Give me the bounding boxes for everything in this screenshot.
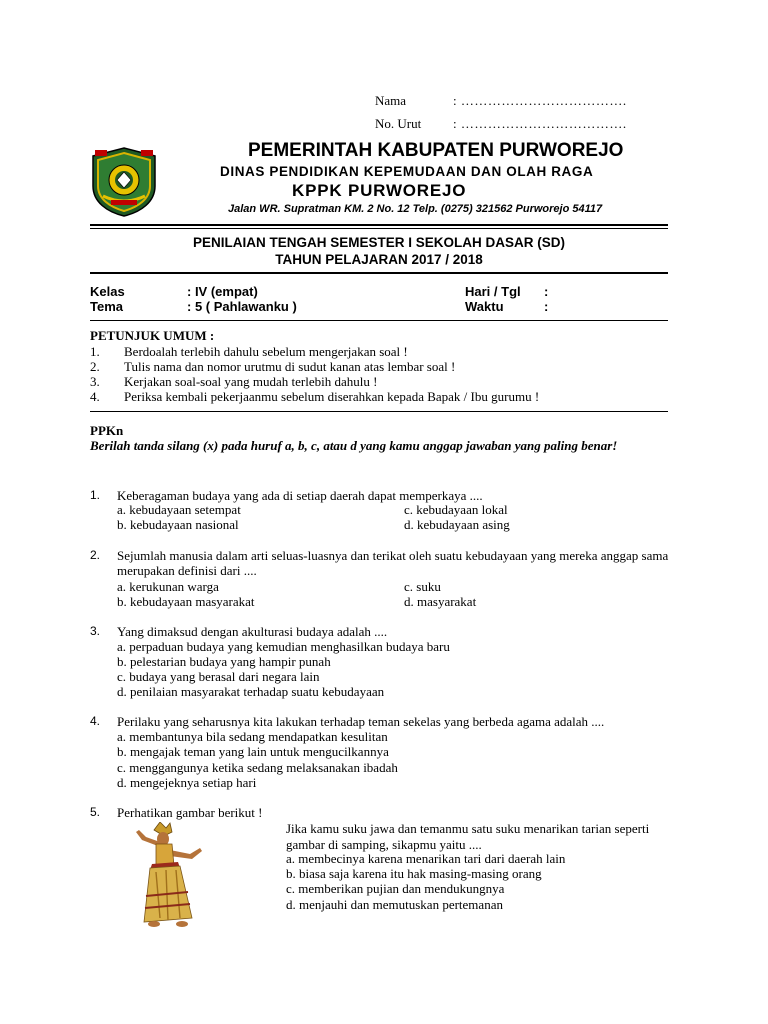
office-title: KPPK PURWOREJO [292, 181, 467, 200]
question-text: Sejumlah manusia dalam arti seluas-luasnya dan terikat oleh suatu kebudayaan yang mereka anggap sama merupakan definisi dari .... [117, 548, 669, 578]
day-value: : [544, 284, 549, 299]
meta-divider [90, 320, 668, 321]
title-divider [90, 272, 668, 274]
exam-year: TAHUN PELAJARAN 2017 / 2018 [275, 252, 483, 267]
regency-crest-icon [89, 146, 159, 218]
time-value: : [544, 299, 549, 314]
office-address: Jalan WR. Supratman KM. 2 No. 12 Telp. (0275) 321562 Purworejo 54117 [228, 203, 603, 215]
government-title: PEMERINTAH KABUPATEN PURWOREJO [248, 140, 624, 161]
option-b[interactable]: b. biasa saja karena itu hak masing-masing orang [286, 866, 542, 881]
option-d[interactable]: d. mengejeknya setiap hari [117, 775, 257, 790]
instruction-text: Berdoalah terlebih dahulu sebelum mengerjakan soal ! [124, 344, 408, 359]
question-text: Yang dimaksud dengan akulturasi budaya adalah .... [117, 624, 388, 639]
question-number: 4. [90, 714, 101, 728]
option-b[interactable]: b. pelestarian budaya yang hampir punah [117, 654, 331, 669]
traditional-dancer-image [130, 822, 208, 928]
name-label: Nama [375, 93, 407, 108]
department-title: DINAS PENDIDIKAN KEPEMUDAAN DAN OLAH RAGA [220, 164, 594, 179]
instruction-item [90, 344, 408, 360]
option-d[interactable]: d. menjauhi dan memutuskan pertemanan [286, 897, 503, 912]
option-c[interactable]: c. kebudayaan lokal [404, 502, 508, 517]
option-d[interactable]: d. masyarakat [404, 594, 477, 609]
name-field[interactable]: : ………………………………. [453, 93, 627, 108]
option-c[interactable]: c. memberikan pujian dan mendukungnya [286, 881, 505, 896]
instruction-item [90, 389, 539, 405]
instructions-title: PETUNJUK UMUM : [90, 328, 215, 343]
header-divider-top [90, 224, 668, 226]
student-name-row [375, 93, 627, 109]
option-c[interactable]: c. suku [404, 579, 441, 594]
option-a[interactable]: a. perpaduan budaya yang kemudian menghasilkan budaya baru [117, 639, 450, 654]
theme-label: Tema [90, 299, 123, 314]
option-d[interactable]: d. kebudayaan asing [404, 517, 510, 532]
number-field[interactable]: : ………………………………. [453, 116, 627, 131]
header-divider-bottom [90, 228, 668, 229]
theme-value: : 5 ( Pahlawanku ) [187, 299, 297, 314]
class-value: : IV (empat) [187, 284, 258, 299]
option-a[interactable]: a. kerukunan warga [117, 579, 219, 594]
option-d[interactable]: d. penilaian masyarakat terhadap suatu kebudayaan [117, 684, 385, 699]
time-label: Waktu [465, 299, 504, 314]
question-number: 1. [90, 488, 101, 502]
instruction-item [90, 359, 455, 375]
option-a[interactable]: a. membecinya karena menarikan tari dari daerah lain [286, 851, 566, 866]
instruction-text: Kerjakan soal-soal yang mudah terlebih dahulu ! [124, 374, 378, 389]
instruction-number: 1. [90, 344, 100, 359]
instruction-text: Tulis nama dan nomor urutmu di sudut kanan atas lembar soal ! [124, 359, 456, 374]
option-c[interactable]: c. menggangunya ketika sedang melaksanakan ibadah [117, 760, 398, 775]
question-text: Perhatikan gambar berikut ! [117, 805, 263, 820]
exam-title: PENILAIAN TENGAH SEMESTER I SEKOLAH DASAR (SD) [192, 235, 566, 250]
question-5-stem: Jika kamu suku jawa dan temanmu satu suku menarikan tarian seperti gambar di samping, sikapmu yaitu .... [286, 821, 650, 852]
number-label: No. Urut [375, 116, 422, 131]
instruction-text: Periksa kembali pekerjaanmu sebelum diserahkan kepada Bapak / Ibu gurumu ! [124, 389, 540, 404]
instruction-number: 4. [90, 389, 100, 404]
section-directive: Berilah tanda silang (x) pada huruf a, b, c, atau d yang kamu anggap jawaban yang paling benar! [90, 438, 618, 453]
option-b[interactable]: b. kebudayaan masyarakat [117, 594, 255, 609]
instructions-divider [90, 411, 668, 412]
option-b[interactable]: b. mengajak teman yang lain untuk mengucilkannya [117, 744, 389, 759]
question-text: Perilaku yang seharusnya kita lakukan terhadap teman sekelas yang berbeda agama adalah .... [117, 714, 605, 729]
option-c[interactable]: c. budaya yang berasal dari negara lain [117, 669, 320, 684]
instruction-number: 3. [90, 374, 100, 389]
student-number-row [375, 116, 627, 132]
question-number: 2. [90, 548, 101, 562]
day-label: Hari / Tgl [465, 284, 521, 299]
question-number: 5. [90, 805, 101, 819]
option-a[interactable]: a. kebudayaan setempat [117, 502, 241, 517]
question-number: 3. [90, 624, 101, 638]
option-b[interactable]: b. kebudayaan nasional [117, 517, 239, 532]
class-label: Kelas [90, 284, 125, 299]
instruction-item [90, 374, 377, 390]
subject-title: PPKn [90, 423, 124, 438]
option-a[interactable]: a. membantunya bila sedang mendapatkan kesulitan [117, 729, 388, 744]
instruction-number: 2. [90, 359, 100, 374]
question-text: Keberagaman budaya yang ada di setiap daerah dapat memperkaya .... [117, 488, 483, 503]
